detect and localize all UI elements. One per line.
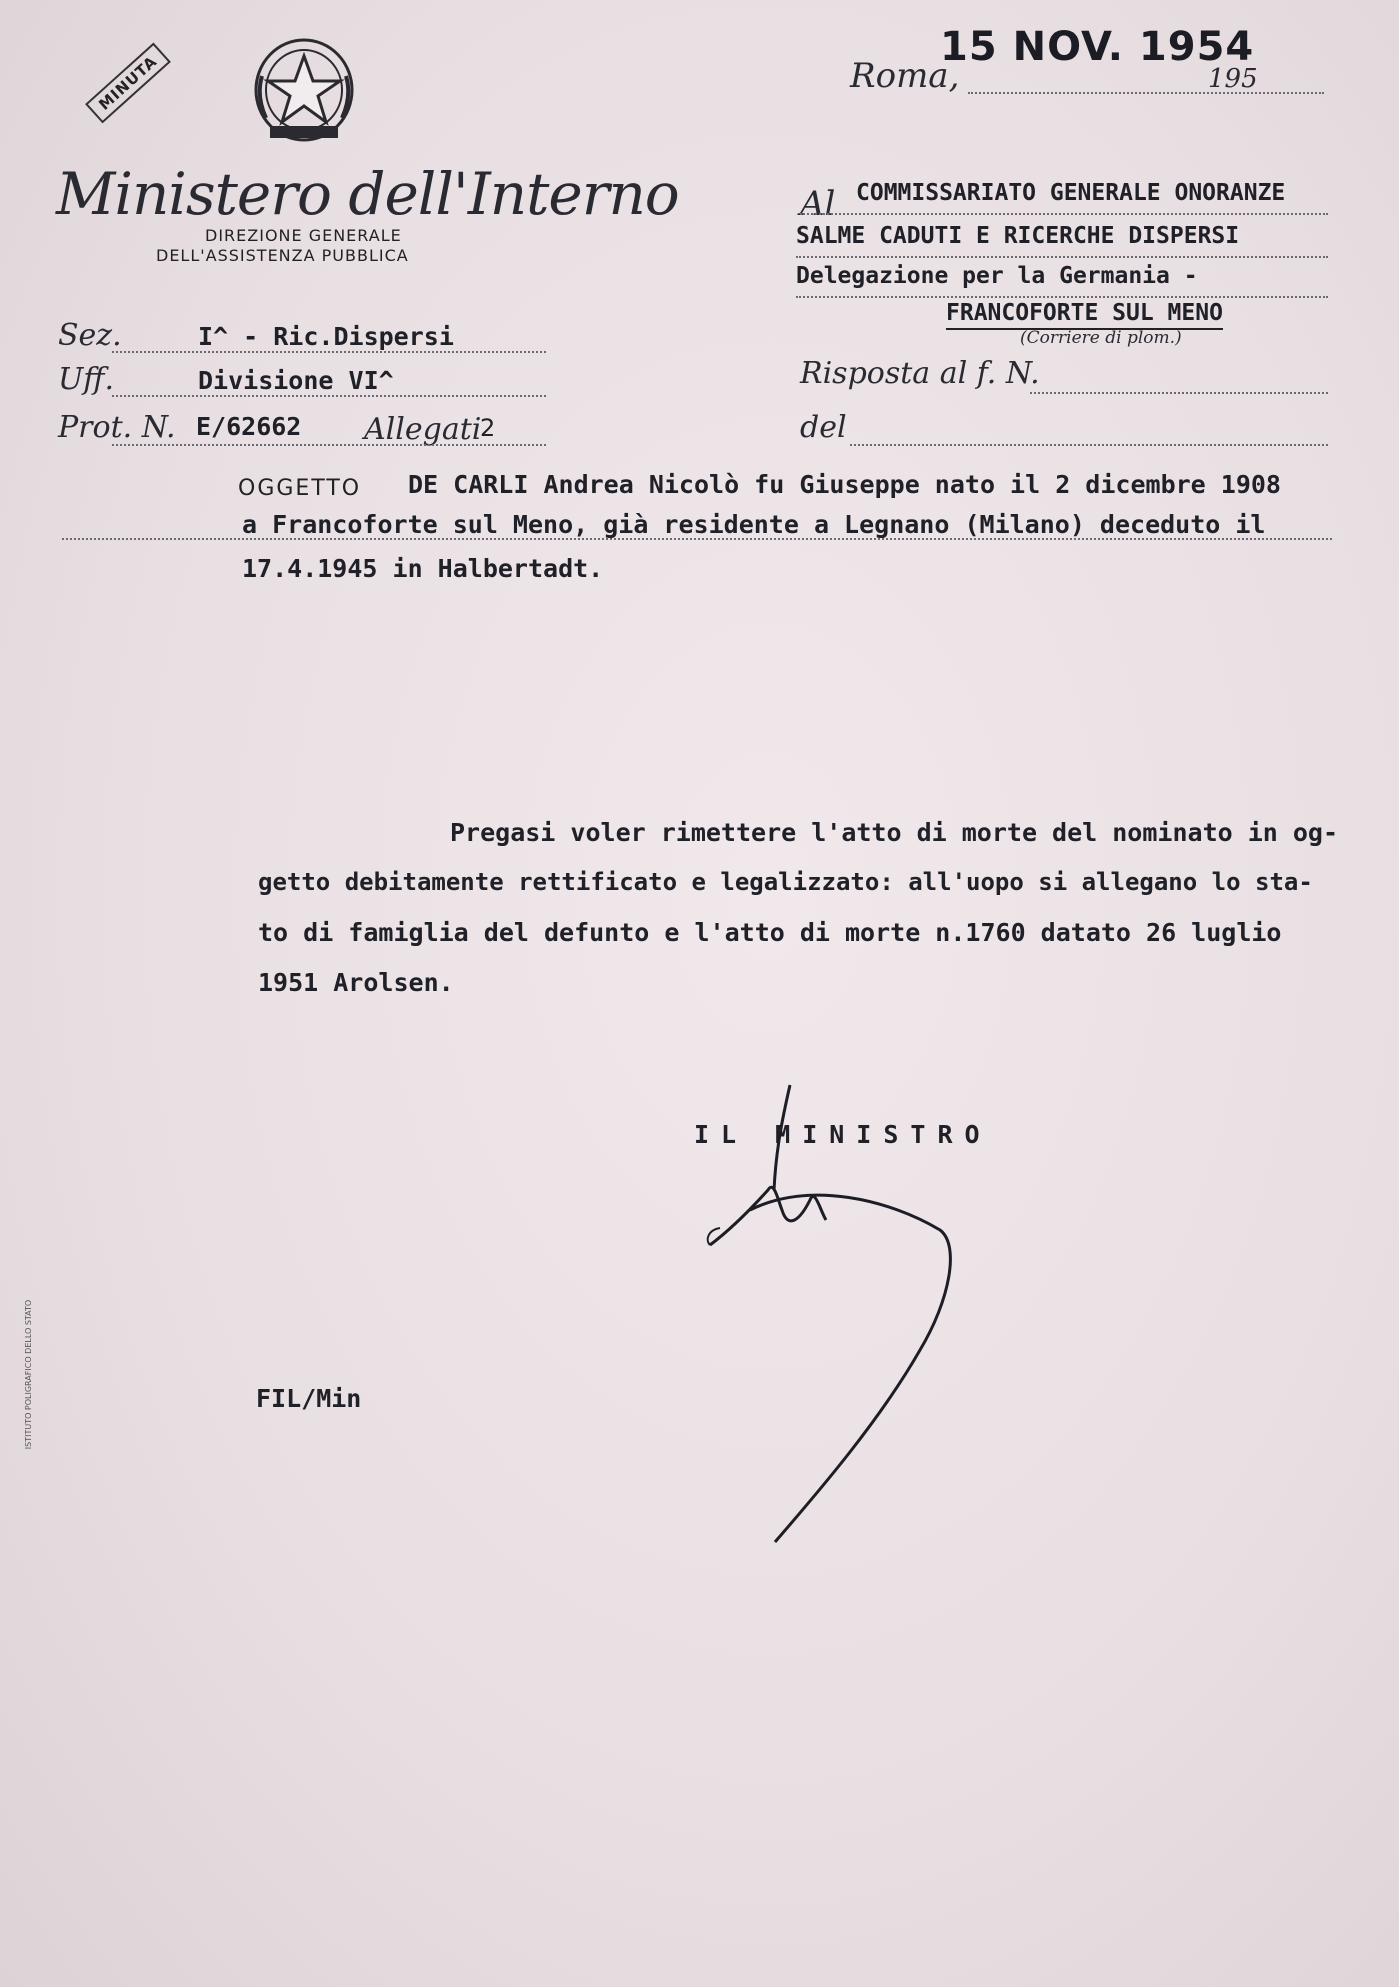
ministry-title: Ministero dell'Interno (56, 160, 679, 228)
signature-title: IL MINISTRO (694, 1120, 992, 1149)
prot-label: Prot. N. (58, 410, 176, 445)
handwritten-note: (Corriere di plom.) (1020, 328, 1182, 348)
body-line-1: Pregasi voler rimettere l'atto di morte del nominato in og- (450, 818, 1339, 847)
recipient-line-1: COMMISSARIATO GENERALE ONORANZE (856, 180, 1286, 206)
body-line-4: 1951 Arolsen. (258, 968, 454, 997)
sez-value: I^ - Ric.Dispersi (198, 322, 454, 351)
handwritten-signature (690, 1080, 970, 1550)
del-label: del (800, 410, 847, 445)
minuta-stamp: MINUTA (85, 43, 171, 124)
allegati-label: Allegati (364, 412, 482, 447)
allegati-value: 2 (480, 414, 496, 442)
uff-value: Divisione VI^ (198, 366, 394, 395)
uff-label: Uff. (58, 362, 115, 397)
recipient-line-2: SALME CADUTI E RICERCHE DISPERSI (796, 223, 1240, 249)
risposta-label: Risposta al f. N. (800, 356, 1040, 391)
recipient-prefix: Al (800, 184, 836, 224)
emblem-icon (252, 36, 357, 144)
recipient-line-3: Delegazione per la Germania - (796, 263, 1198, 289)
date-year-suffix: 195 (1208, 64, 1258, 94)
subject-line-3: 17.4.1945 in Halbertadt. (242, 554, 604, 583)
department-line-2: DELL'ASSISTENZA PUBBLICA (156, 246, 409, 265)
date-stamp: 15 NOV. 1954 (940, 24, 1255, 70)
recipient-line-4: FRANCOFORTE SUL MENO (946, 300, 1223, 330)
date-place: Roma, (850, 56, 960, 96)
department-line-1: DIREZIONE GENERALE (205, 226, 402, 245)
body-line-2: getto debitamente rettificato e legalizzato: all'uopo si allegano lo sta- (258, 868, 1313, 896)
body-line-3: to di famiglia del defunto e l'atto di morte n.1760 datato 26 luglio (258, 918, 1282, 947)
margin-printer-text: ISTITUTO POLIGRAFICO DELLO STATO (24, 1299, 34, 1450)
prot-value: E/62662 (196, 412, 302, 441)
sez-label: Sez. (58, 318, 122, 353)
subject-label: OGGETTO (238, 476, 362, 501)
subject-line-2: a Francoforte sul Meno, già residente a Legnano (Milano) deceduto il (242, 510, 1266, 539)
subject-line-1: DE CARLI Andrea Nicolò fu Giuseppe nato il 2 dicembre 1908 (408, 470, 1281, 499)
typist-initials: FIL/Min (256, 1384, 362, 1413)
